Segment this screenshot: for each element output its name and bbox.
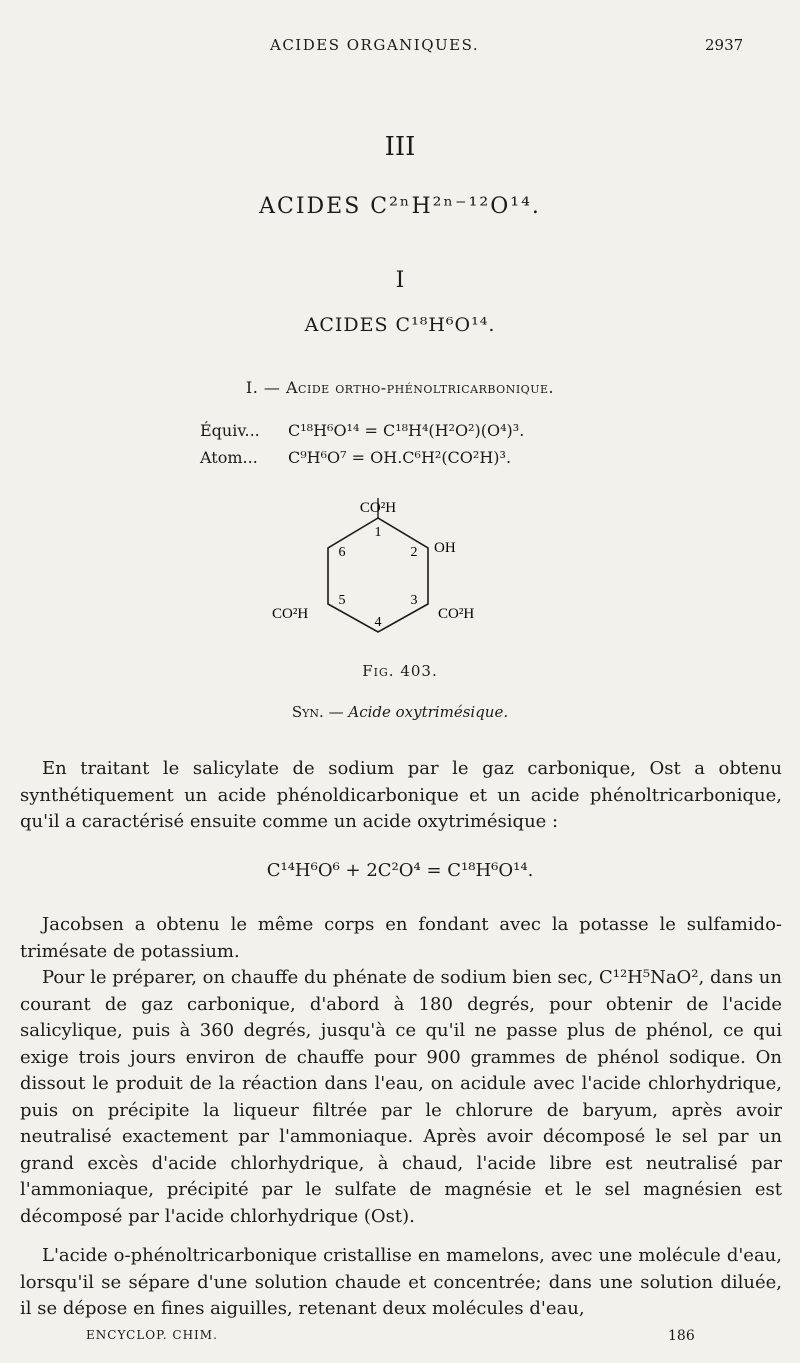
formula-label: Équiv... [200,421,260,440]
group-top: CO²H [359,500,397,516]
formula-value: C¹⁸H⁶O¹⁴ = C¹⁸H⁴(H²O²)(O⁴)³. [288,421,525,440]
group-left: CO²H [272,606,309,622]
section-number: III [384,132,416,162]
group-oh: OH [434,540,456,556]
position-4: 4 [374,615,382,630]
position-5: 5 [338,593,346,608]
compound-title: I. — Acide ortho-phénoltricarbonique. [245,378,555,397]
figure-caption: Fig. 403. [362,662,438,680]
paragraph: Pour le préparer, on chauffe du phénate de sodium bien sec, C¹²H⁵NaO², dans un courant de gaz carbonique, d'abord à 180 degrés, pour obtenir de l'acide salicylique, puis à 360 degrés, jusqu'à ce qu'il ne passe plus de phénol, ce qui exige trois jours environ de chauffe pour 900 grammes de phénol sodique. On dissout le produit de la réaction dans l'eau, on acidule avec l'acide chlorhydrique, puis on précipite la liqueur filtrée par le chlorure de baryum, après avoir neutralisé exactement par l'ammoniaque. Après avoir décomposé le sel par un grand excès d'acide chlorhydrique, à chaud, l'acide libre est neutralisé par l'ammoniaque, précipité par le sulfate de magnésie et le sel magnésien est décomposé par l'acide chlorhydrique (Ost). [20,967,782,1227]
paragraph: En traitant le salicylate de sodium par le gaz carbonique, Ost a obtenu synthétiquement un acide phénoldicarbonique et un acide phénoltricarbonique, qu'il a caractérisé ensuite comme un acide oxytrimésique : [20,758,782,832]
position-6: 6 [338,545,346,560]
footer-publication: ENCYCLOP. CHIM. [86,1328,218,1342]
paragraph: Jacobsen a obtenu le même corps en fondant avec la potasse le sulfamido-trimésate de potassium. [20,914,782,962]
subsection-title: ACIDES C¹⁸H⁶O¹⁴. [304,314,496,336]
page-number: 2937 [705,36,744,54]
section-title: ACIDES C²ⁿH²ⁿ⁻¹²O¹⁴. [259,194,541,219]
subsection-number: I [395,268,405,293]
figure-synonym [0,703,800,721]
synonym-text: — Acide oxytrimésique. [328,703,509,721]
position-3: 3 [410,593,418,608]
footer-signature: 186 [668,1328,695,1344]
synonym-label: Syn. [291,703,324,721]
position-1: 1 [374,525,382,540]
benzene-ring-diagram [260,492,520,652]
page-header [0,36,800,60]
formula-value: C⁹H⁶O⁷ = OH.C⁶H²(CO²H)³. [288,448,512,467]
reaction-equation: C¹⁴H⁶O⁶ + 2C²O⁴ = C¹⁸H⁶O¹⁴. [266,860,534,881]
running-title: ACIDES ORGANIQUES. [270,36,480,54]
paragraph: L'acide o-phénoltricarbonique cristallise en mamelons, avec une molécule d'eau, lorsqu'il se sépare d'une solution chaude et concentrée; dans une solution diluée, il se dépose en fines aiguilles, retenant deux molécules d'eau, [20,1245,782,1319]
group-right-bottom: CO²H [438,606,475,622]
position-2: 2 [410,545,418,560]
formula-label: Atom... [200,448,258,467]
page-footer [0,1328,800,1348]
